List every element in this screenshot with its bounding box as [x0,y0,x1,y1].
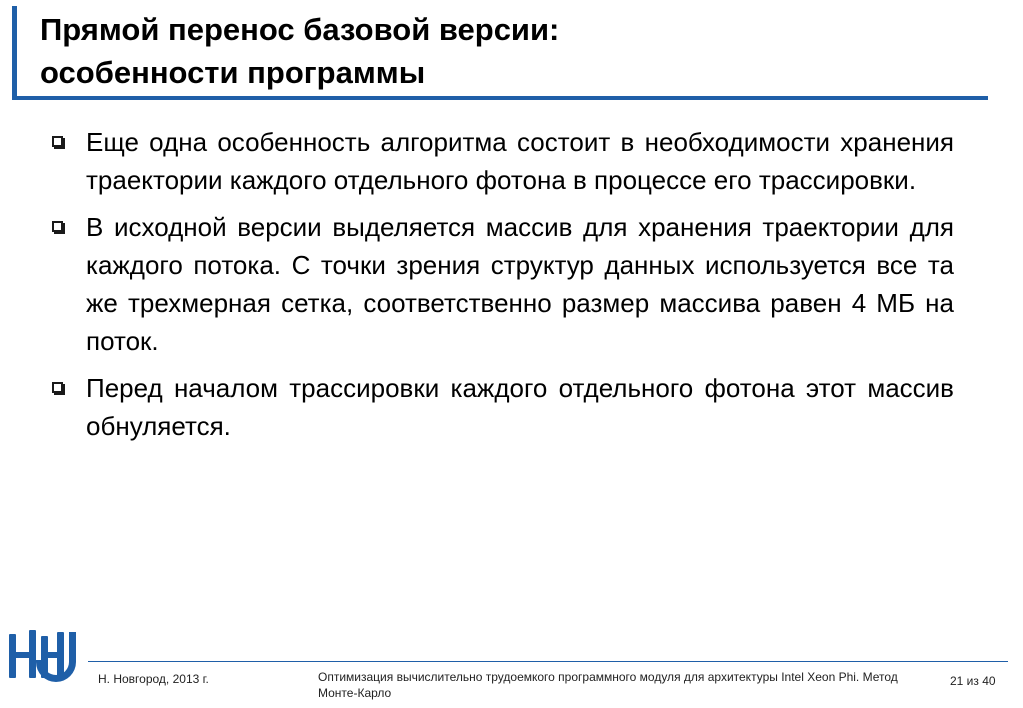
bullet-text: Еще одна особенность алгоритма состоит в необходимости хранения траектории каждого отдельного фотона в процессе его трассировки. [86,127,954,195]
bullet-item [52,208,954,360]
square-bullet-icon [52,136,63,147]
square-bullet-icon [52,221,63,232]
title-underline [12,96,988,100]
page-number: 21 из 40 [950,674,996,688]
footer-course-title: Оптимизация вычислительно трудоемкого программного модуля для архитектуры Intel Xeon Phi. Метод Монте-Карло [318,670,898,700]
bullet-item [52,369,954,445]
slide-title [40,8,980,94]
footer-divider [88,661,1008,662]
bullet-text: В исходной версии выделяется массив для хранения траектории для каждого потока. С точки зрения структур данных используется все та же трехмерная сетка, соответственно размер массива равен 4 МБ на поток. [86,212,954,356]
bullet-text: Перед началом трассировки каждого отдельного фотона этот массив обнуляется. [86,373,954,441]
bullet-item [52,123,954,199]
slide-title-line-1: Прямой перенос базовой версии: [40,12,560,47]
university-logo-icon [5,626,83,686]
square-bullet-icon [52,382,63,393]
slide-title-line-2: особенности программы [40,55,426,90]
footer-location: Н. Новгород, 2013 г. [98,672,209,686]
title-accent-bar [12,6,17,98]
bullet-list [52,123,954,454]
